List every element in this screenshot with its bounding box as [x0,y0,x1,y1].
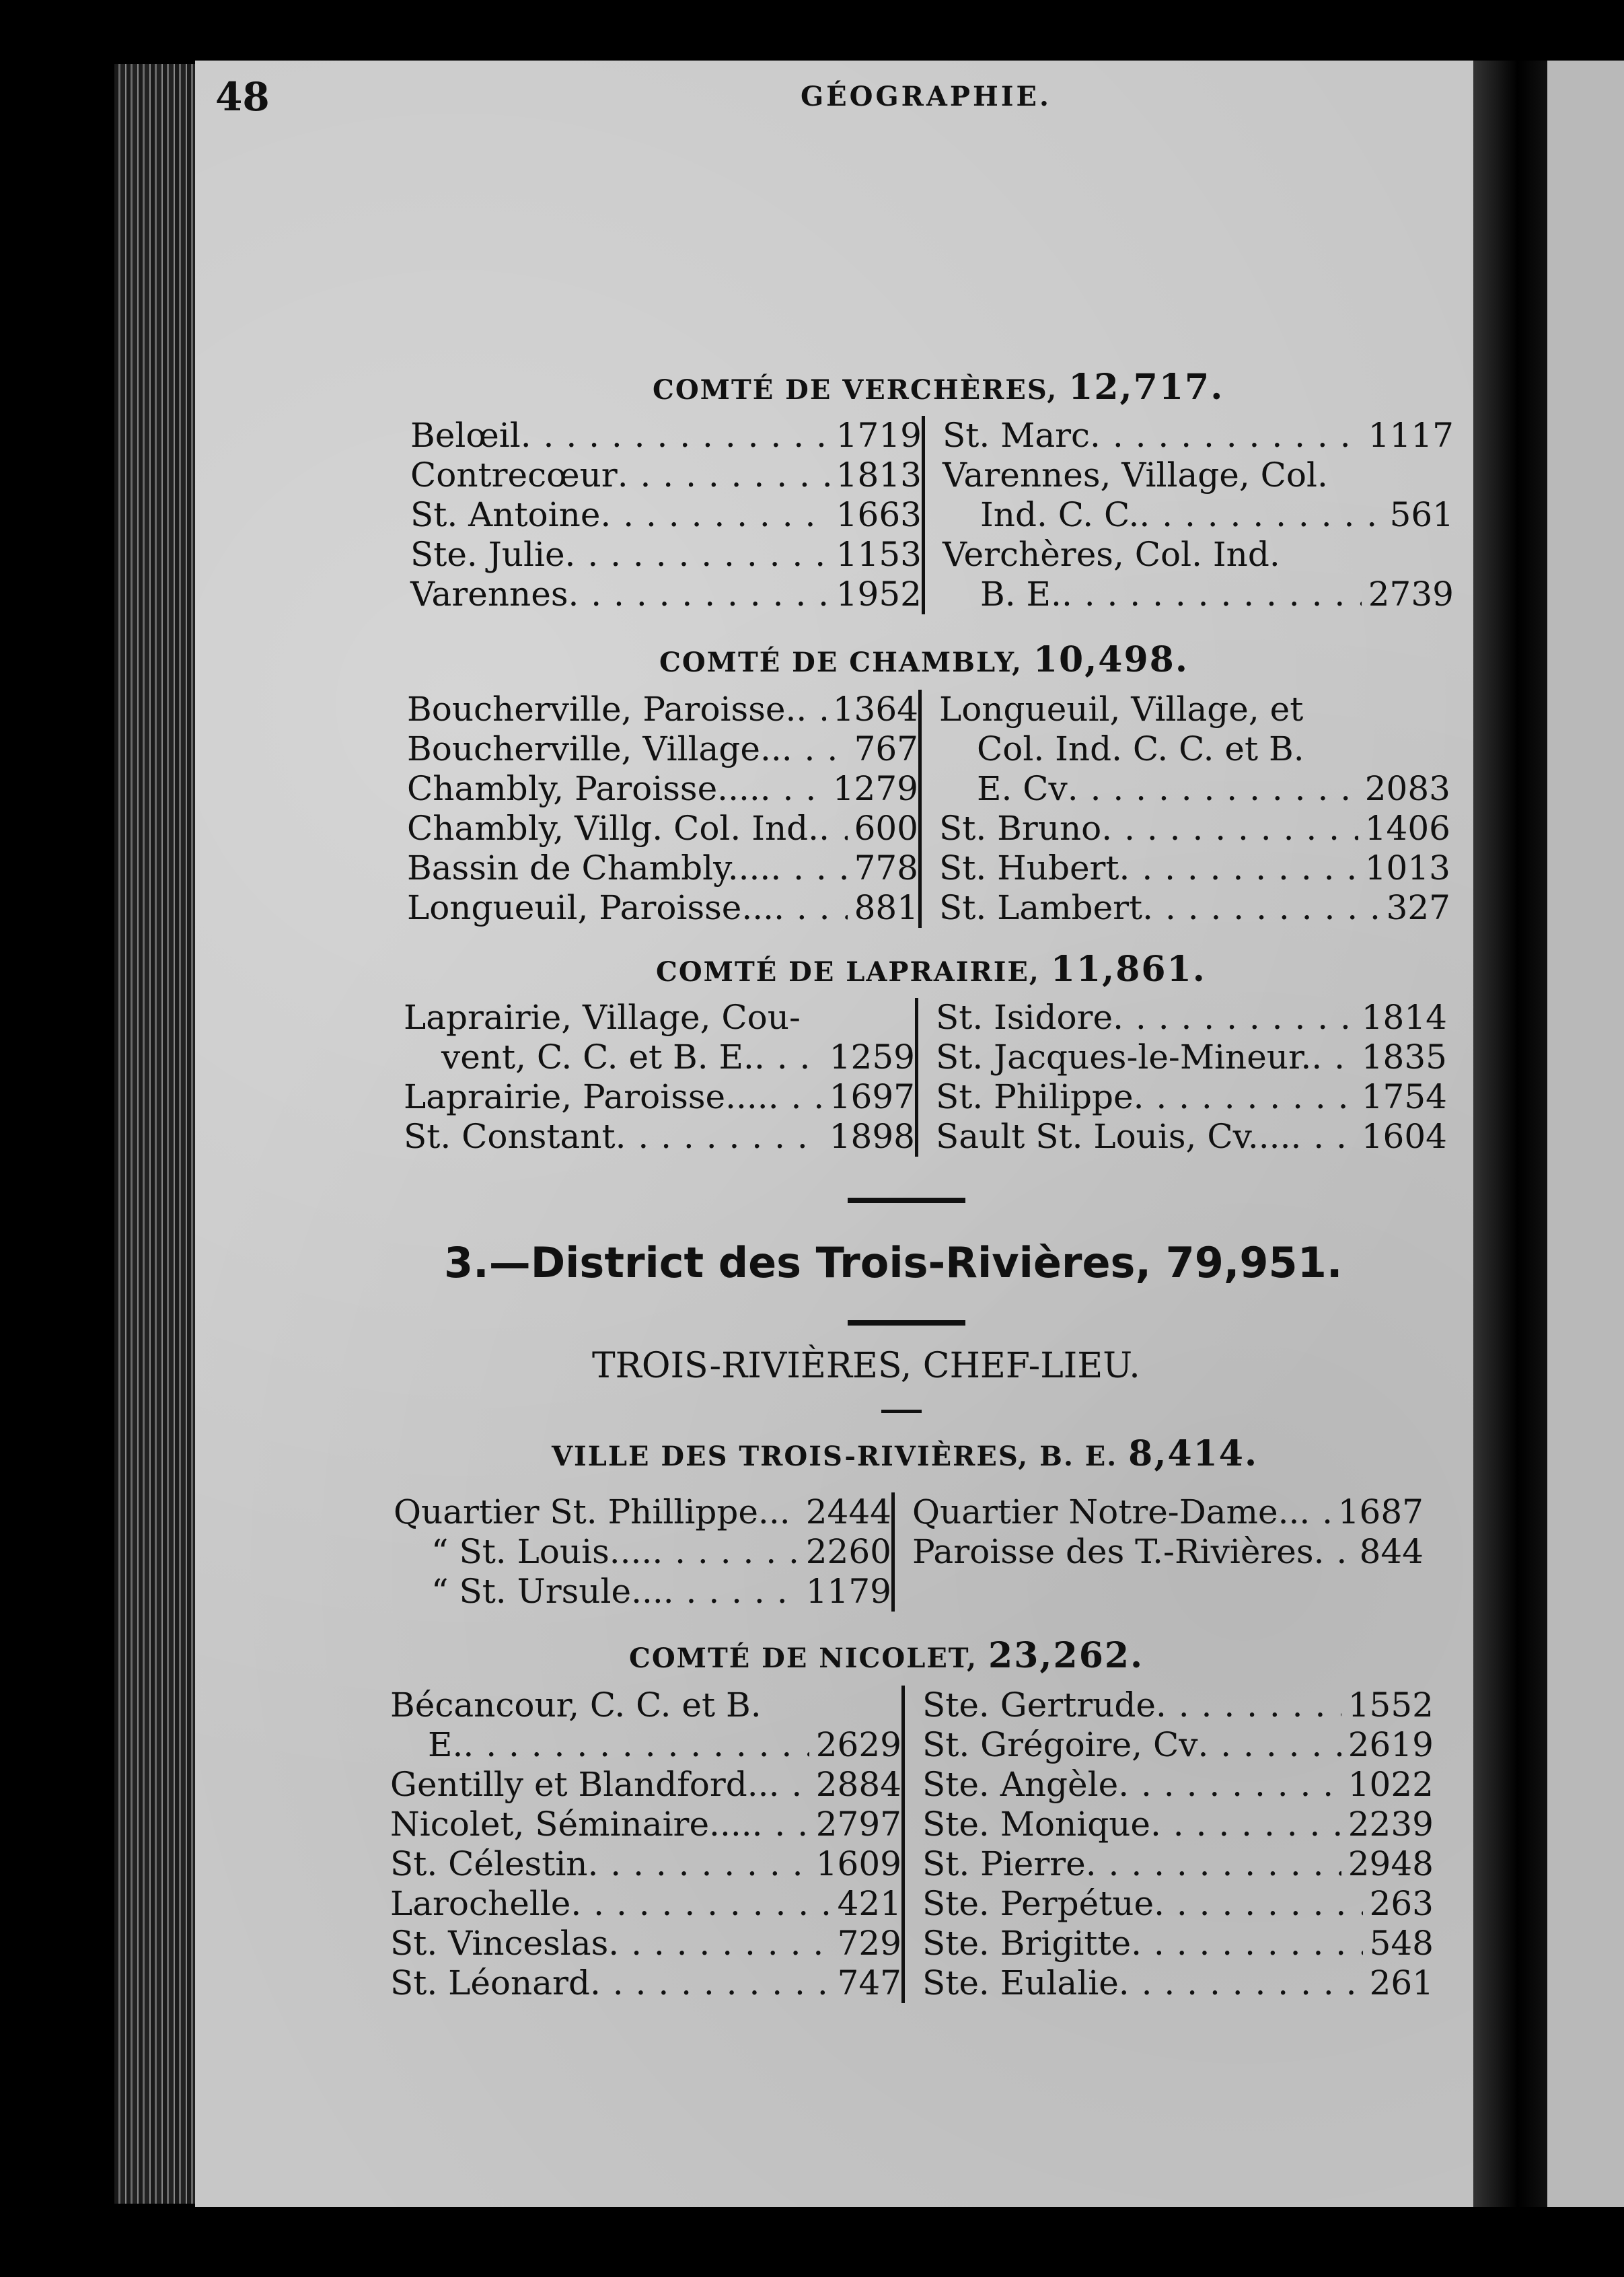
population-value: 2444 [805,1492,891,1531]
population-value: 767 [854,729,918,768]
list-item [390,1765,901,1805]
leader-dots [1314,1532,1353,1572]
list-item [922,1805,1434,1844]
population-value: 729 [837,1924,901,1963]
list-item [936,1038,1447,1077]
leader-dots [752,1805,809,1844]
population-value: 261 [1369,1963,1434,2002]
left-column [394,1492,891,1612]
place-name: Sault St. Louis, Cv.... [936,1117,1291,1156]
county-name: COMTÉ DE CHAMBLY, [659,647,1023,678]
place-name: Longueuil, Village, et [939,690,1304,729]
list-item [936,1117,1447,1157]
population-value: 2260 [805,1532,891,1571]
place-name: St. Célestin [390,1844,588,1883]
facing-page-edge [1547,61,1624,2207]
leader-dots [616,1117,823,1157]
vercheres-table [410,416,1454,614]
list-item [390,1963,901,2003]
list-item [407,888,918,928]
list-item [943,495,1454,535]
place-name: Belœil [410,416,521,455]
list-item [943,416,1454,456]
population-value [1447,535,1454,575]
county-heading-laprairie [656,949,1206,990]
list-item [404,1077,915,1117]
place-name: Bassin de Chambly.... [407,848,771,888]
population-value: 263 [1369,1884,1434,1923]
place-name: St. Antoine [410,495,601,534]
gutter [1473,61,1547,2207]
list-item [394,1492,891,1532]
place-name: St. Pierre [922,1844,1086,1883]
county-total: 10,498. [1033,639,1189,680]
leader-dots [1156,1686,1341,1725]
ville-total: 8,414. [1128,1433,1259,1474]
population-value: 561 [1389,495,1454,534]
place-name: St. Vinceslas [390,1924,609,1963]
right-column [891,1492,1424,1612]
population-value [908,998,915,1038]
leader-dots [1086,1844,1341,1884]
leader-dots [1142,888,1379,928]
population-value: 1952 [836,575,922,614]
leader-dots [570,1884,830,1924]
county-total: 12,717. [1068,367,1224,408]
list-item [407,848,918,888]
county-name: COMTÉ DE LAPRAIRIE, [656,956,1040,988]
population-value: 600 [854,809,918,848]
leader-dots [1139,495,1382,535]
place-name: “ St. Ursule... [431,1572,663,1611]
population-value: 2739 [1368,575,1454,614]
list-item [939,729,1450,769]
population-value: 2884 [815,1765,901,1804]
leader-dots [1090,416,1362,456]
population-value: 1013 [1364,848,1450,888]
list-item [936,1077,1447,1117]
list-item [404,998,915,1038]
population-value: 1604 [1361,1117,1447,1156]
population-value: 1663 [836,495,922,534]
population-value: 747 [837,1963,901,2002]
population-value: 1179 [805,1572,891,1611]
leader-dots [770,848,847,888]
running-title: GÉOGRAPHIE. [801,81,1051,112]
population-value [1444,729,1450,769]
place-name: Ste. Gertrude [922,1686,1156,1725]
leader-dots [796,690,825,729]
list-item [407,690,918,729]
list-item [922,1963,1434,2003]
population-value: 2948 [1348,1844,1434,1883]
population-value: 1259 [829,1038,915,1077]
leader-dots [618,456,829,495]
place-name: St. Philippe [936,1077,1134,1116]
leader-dots [1068,769,1358,809]
left-column [410,416,922,614]
place-name: Ste. Eulalie [922,1963,1119,2002]
place-name: Quartier St. Phillippe.. [394,1492,780,1531]
population-value: 421 [837,1884,901,1923]
leader-dots [1062,575,1362,614]
place-name: Bécancour, C. C. et B. [390,1686,762,1725]
leader-dots [760,769,826,809]
leader-dots [1290,1117,1354,1157]
ville-table [394,1492,1424,1612]
leader-dots [1154,1884,1362,1924]
leader-dots [600,495,829,535]
population-value: 1835 [1361,1038,1447,1077]
place-name: “ St. Louis.... [431,1532,653,1571]
page-number: 48 [215,74,270,120]
population-value [1444,690,1450,729]
county-name: COMTÉ DE NICOLET, [629,1642,978,1674]
list-item [922,1884,1434,1924]
list-item [390,1725,901,1765]
divider-rule [848,1198,965,1203]
place-name: St. Grégoire, Cv [922,1725,1198,1764]
leader-dots [590,1963,831,2003]
list-item [939,809,1450,848]
short-rule [881,1410,922,1413]
population-value: 1552 [1348,1686,1434,1725]
population-value: 881 [854,888,918,927]
place-name: Verchères, Col. Ind. [943,535,1280,574]
population-value: 778 [854,848,918,888]
place-name: St. Léonard [390,1963,590,2002]
population-value: 1814 [1361,998,1447,1037]
place-name: Paroisse des T.-Rivières [912,1532,1314,1571]
list-item [922,1924,1434,1963]
list-item [912,1492,1424,1532]
place-name: Ste. Julie [410,535,565,574]
list-item [939,769,1450,809]
leader-dots [1119,1963,1363,2003]
place-name: St. Constant [404,1117,616,1156]
county-total: 11,861. [1050,949,1206,990]
place-name: Larochelle [390,1884,571,1923]
leader-dots [774,888,847,928]
place-name: Chambly, Paroisse.... [407,769,760,808]
population-value: 1117 [1368,416,1454,455]
place-name: Contrecœur [410,456,618,495]
list-item [390,1884,901,1924]
county-name: COMTÉ DE VERCHÈRES, [653,374,1058,406]
list-item [912,1532,1424,1572]
right-column [922,416,1454,614]
list-item [404,1038,915,1077]
leader-dots [565,535,829,575]
leader-dots [1119,848,1358,888]
left-column [404,998,915,1157]
chambly-table [407,690,1450,928]
leader-dots [819,809,848,848]
list-item [404,1117,915,1157]
leader-dots [1150,1805,1341,1844]
leader-dots [652,1532,799,1572]
county-heading-chambly [659,639,1189,680]
leader-dots [568,575,829,614]
list-item [922,1765,1434,1805]
place-name: Boucherville, Paroisse. [407,690,797,729]
place-name: St. Isidore [936,998,1113,1037]
population-value [895,1686,901,1725]
population-value: 1364 [832,690,918,729]
population-value: 1406 [1364,809,1450,848]
population-value: 2619 [1348,1725,1434,1764]
place-name: Ste. Brigitte [922,1924,1132,1963]
divider-rule [848,1320,965,1326]
place-name: Varennes, Village, Col. [943,456,1328,495]
population-value: 1719 [836,416,922,455]
place-name: St. Hubert [939,848,1119,888]
list-item [939,690,1450,729]
list-item [939,848,1450,888]
place-name: Gentilly et Blandford.. [390,1765,769,1804]
leader-dots [463,1725,809,1765]
leader-dots [1101,809,1358,848]
population-value: 1898 [829,1117,915,1156]
right-column [915,998,1447,1157]
place-name: Quartier Notre-Dame.. [912,1492,1300,1531]
list-item [410,456,922,495]
leader-dots [1311,1038,1354,1077]
population-value: 1022 [1348,1765,1434,1804]
leader-dots [608,1924,830,1963]
population-value: 844 [1359,1532,1424,1571]
leader-dots [769,1765,809,1805]
population-value: 1609 [815,1844,901,1883]
list-item [410,535,922,575]
place-name: St. Jacques-le-Mineur. [936,1038,1312,1077]
list-item [407,769,918,809]
place-name: Ste. Angèle [922,1765,1119,1804]
right-column [901,1686,1434,2003]
leader-dots [588,1844,809,1884]
list-item [394,1572,891,1612]
list-item [390,1686,901,1725]
list-item [936,998,1447,1038]
population-value: 1153 [836,535,922,574]
place-name: Boucherville, Village.. [407,729,782,768]
place-name: Ste. Perpétue [922,1884,1154,1923]
population-value: 327 [1386,888,1450,927]
right-column [918,690,1450,928]
place-name: Chambly, Villg. Col. Ind. [407,809,819,848]
district-title: 3.—District des Trois-Rivières, 79,951. [444,1238,1343,1287]
place-name: Ste. Monique [922,1805,1151,1844]
population-value: 548 [1369,1924,1434,1963]
place-name: E. Cv [977,769,1068,808]
county-heading-nicolet [629,1635,1144,1676]
place-name: Longueuil, Paroisse... [407,888,774,927]
list-item [943,535,1454,575]
leader-dots [1131,1924,1362,1963]
leader-dots [780,1492,799,1532]
list-item [407,729,918,769]
list-item [394,1532,891,1572]
place-name: St. Lambert [939,888,1143,927]
list-item [943,456,1454,495]
ville-heading [552,1433,1258,1474]
population-value: 1813 [836,456,922,495]
list-item [390,1805,901,1844]
list-item [922,1725,1434,1765]
chef-lieu-title: TROIS-RIVIÈRES, CHEF-LIEU. [592,1346,1140,1386]
leader-dots [1134,1077,1355,1117]
place-name: B. E. [980,575,1062,614]
place-name: St. Bruno [939,809,1102,848]
population-value: 2083 [1364,769,1450,808]
county-heading-vercheres [653,367,1224,408]
leader-dots [768,1077,823,1117]
list-item [939,888,1450,928]
leader-dots [782,729,848,769]
list-item [410,495,922,535]
population-value: 2797 [815,1805,901,1844]
list-item [390,1844,901,1884]
place-name: Nicolet, Séminaire.... [390,1805,752,1844]
population-value: 2629 [815,1725,901,1764]
list-item [922,1844,1434,1884]
left-column [390,1686,901,2003]
list-item [410,575,922,614]
list-item [410,416,922,456]
ville-name: VILLE DES TROIS-RIVIÈRES, B. E. [552,1441,1118,1472]
place-name: Varennes [410,575,568,614]
population-value: 1687 [1337,1492,1424,1531]
list-item [943,575,1454,614]
leader-dots [1118,1765,1341,1805]
list-item [407,809,918,848]
county-total: 23,262. [988,1635,1144,1676]
place-name: Col. Ind. C. C. et B. [977,729,1304,768]
laprairie-table [404,998,1447,1157]
population-value: 1697 [829,1077,915,1116]
leader-dots [1197,1725,1341,1765]
population-value: 1279 [832,769,918,808]
place-name: vent, C. C. et B. E. [441,1038,754,1077]
place-name: St. Marc [943,416,1091,455]
population-value: 1754 [1361,1077,1447,1116]
place-name: Ind. C. C. [980,495,1140,534]
leader-dots [754,1038,823,1077]
list-item [922,1686,1434,1725]
place-name: Laprairie, Paroisse.... [404,1077,768,1116]
list-item [390,1924,901,1963]
nicolet-table [390,1686,1434,2003]
population-value [1447,456,1454,495]
place-name: E. [428,1725,464,1764]
leader-dots [1299,1492,1331,1532]
leader-dots [663,1572,799,1612]
leader-dots [521,416,829,456]
place-name: Laprairie, Village, Cou- [404,998,801,1037]
leader-dots [1113,998,1355,1038]
population-value: 2239 [1348,1805,1434,1844]
left-column [407,690,918,928]
